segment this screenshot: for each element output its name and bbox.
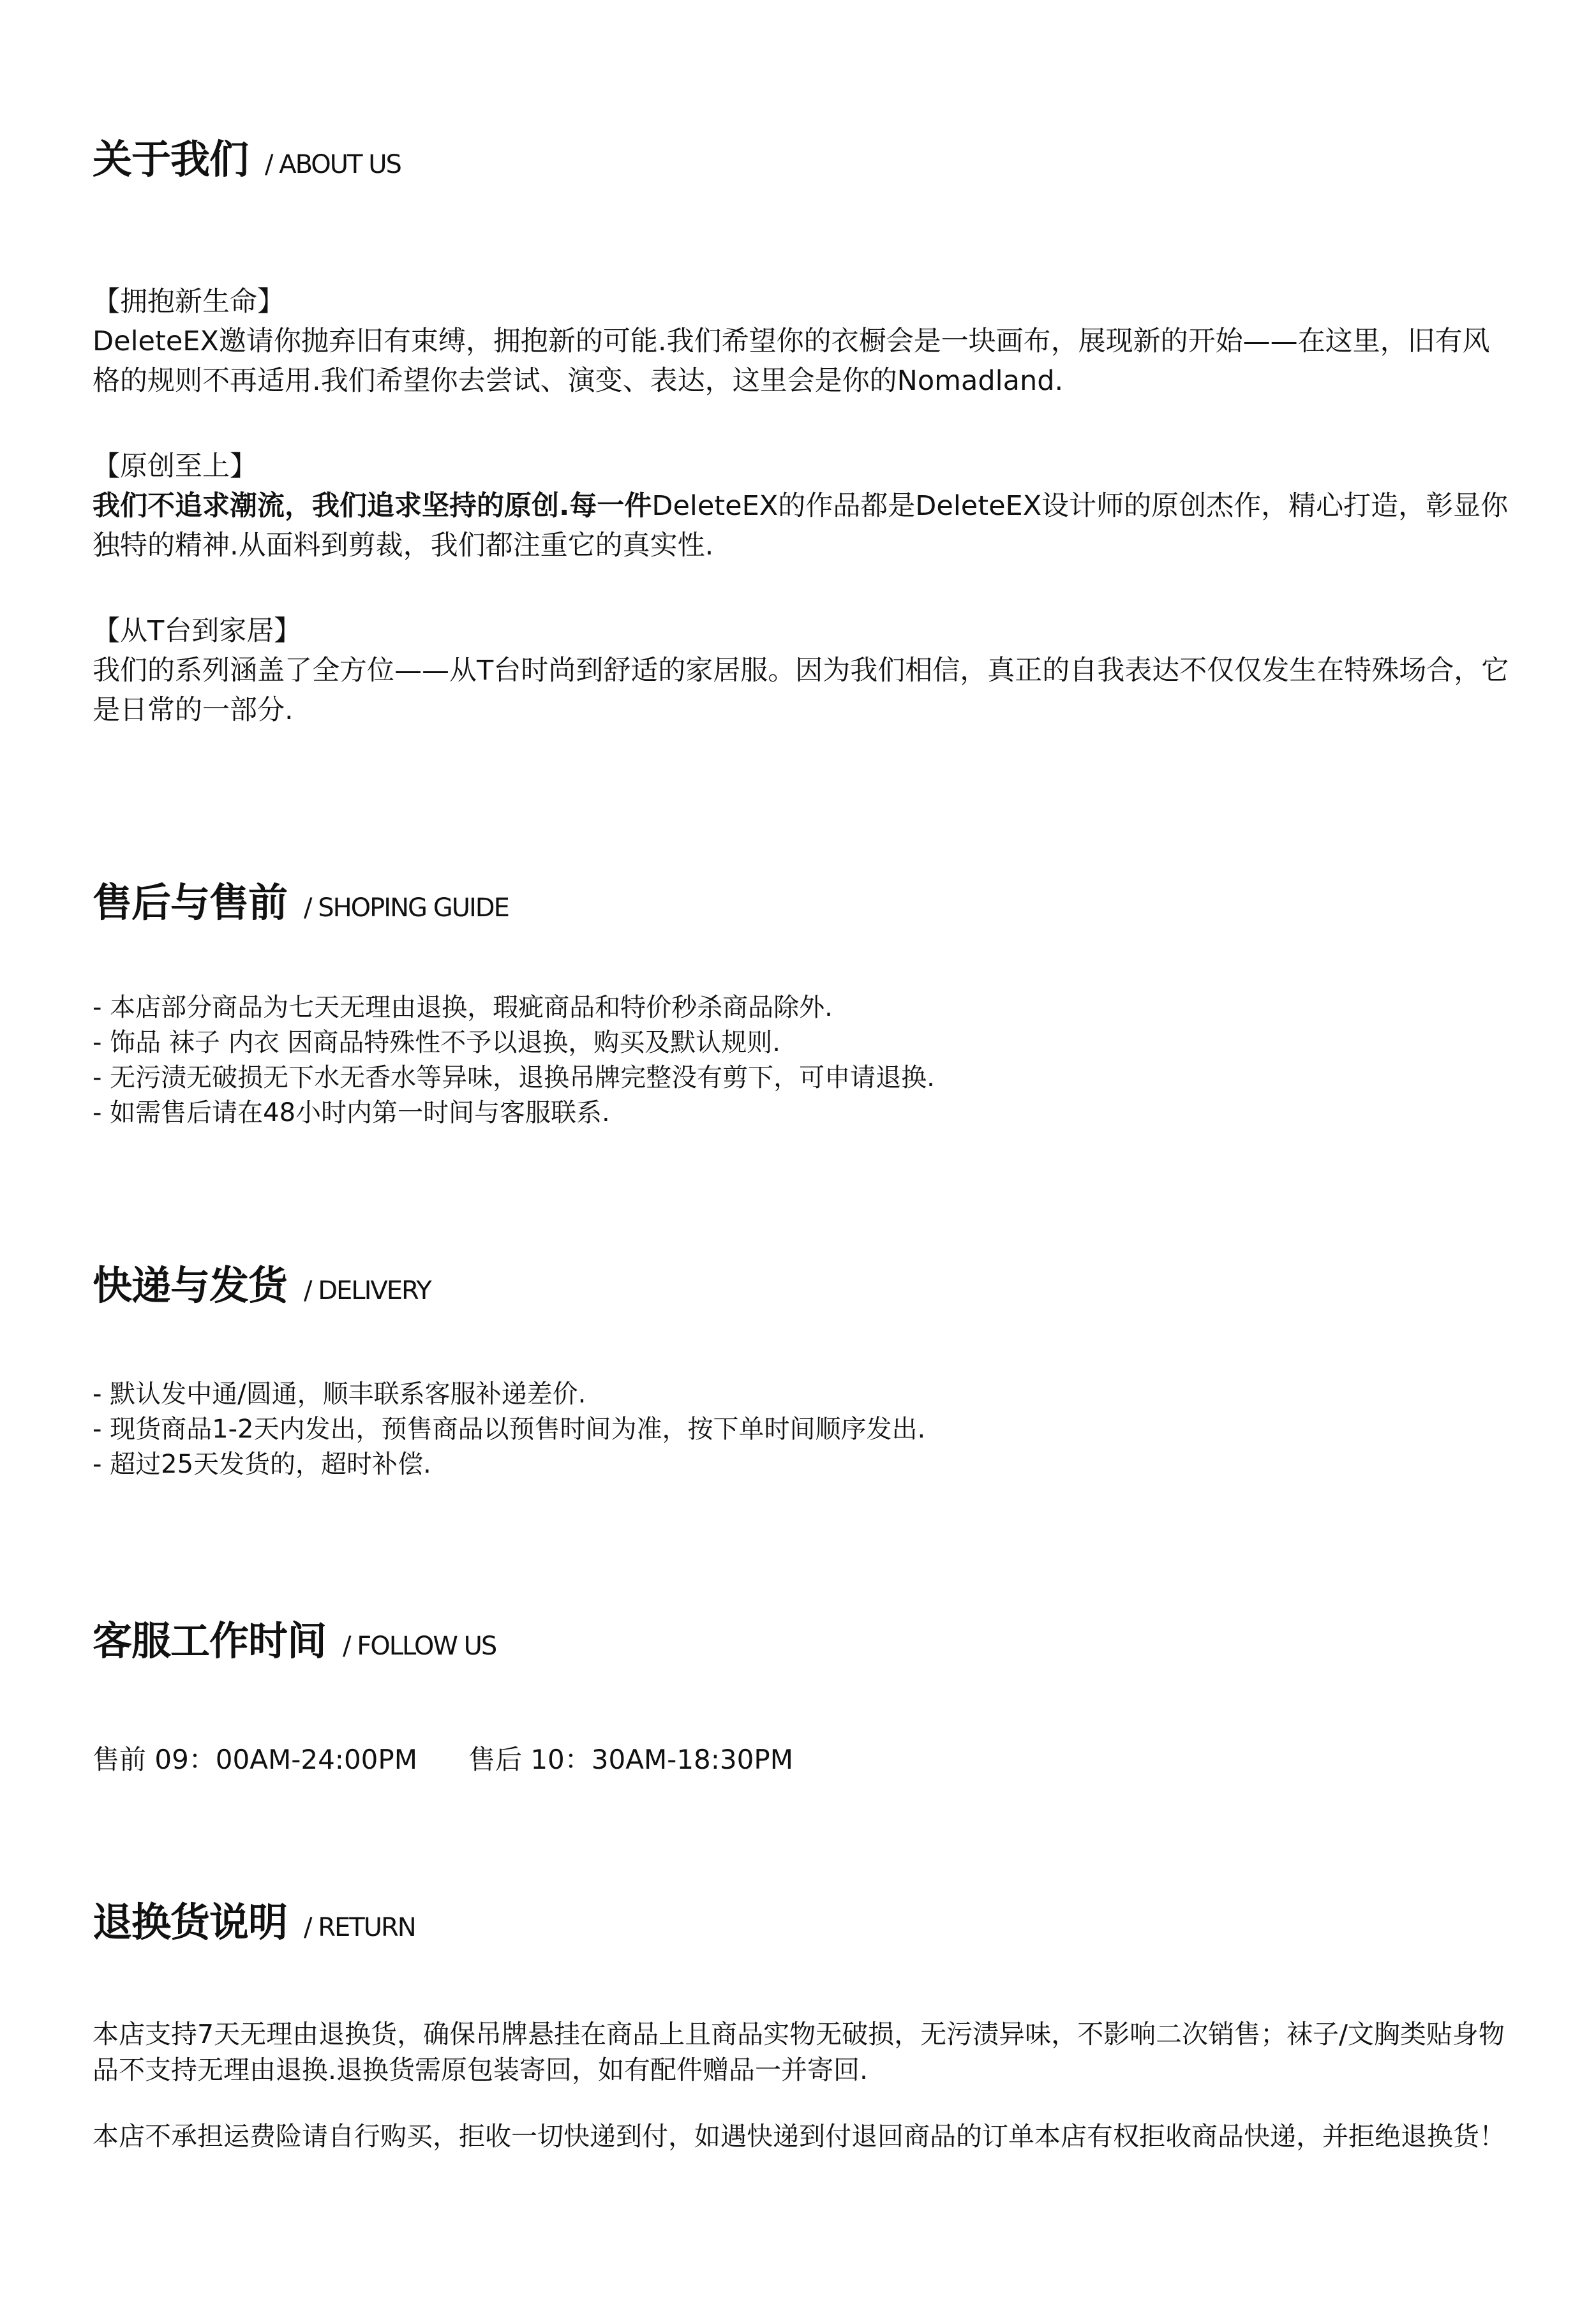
returns-title: 退换货说明 [93, 1899, 288, 1945]
list-item: - 超过25天发货的，超时补偿. [93, 1450, 431, 1479]
returns-paragraph-1 [93, 2016, 1516, 2088]
about-title: 关于我们 [93, 136, 249, 182]
returns-paragraph-text: 本店不承担运费险请自行购买，拒收一切快递到付，如遇快递到付退回商品的订单本店有权拒收商品快递，并拒绝退换货！ [93, 2121, 1505, 2152]
list-item: - 饰品 袜子 内衣 因商品特殊性不予以退换，购买及默认规则. [93, 1028, 781, 1057]
delivery-heading [93, 1254, 431, 1311]
returns-subtitle: / RETURN [304, 1913, 415, 1942]
about-paragraph-3 [93, 611, 1516, 730]
about-subtitle: / ABOUT US [265, 150, 401, 179]
about-heading [93, 128, 401, 184]
delivery-title: 快递与发货 [93, 1262, 288, 1309]
aftersales-heading [93, 871, 509, 928]
about-paragraph-heading: 【拥抱新生命】 [93, 286, 285, 318]
list-item: - 默认发中通/圆通，顺丰联系客服补递差价. [93, 1380, 586, 1409]
about-paragraph-1 [93, 282, 1516, 401]
about-paragraph-lead: 我们不追求潮流，我们追求坚持的原创.每一件 [93, 490, 652, 522]
about-paragraph-2 [93, 447, 1516, 565]
list-item: - 无污渍无破损无下水无香水等异味，退换吊牌完整没有剪下，可申请退换. [93, 1063, 935, 1092]
list-item: - 如需售后请在48小时内第一时间与客服联系. [93, 1098, 610, 1127]
about-paragraph-text: 我们的系列涵盖了全方位——从T台时尚到舒适的家居服。因为我们相信，真正的自我表达不仅仅发生在特殊场合，它是日常的一部分. [93, 655, 1509, 726]
aftersales-title: 售后与售前 [93, 879, 288, 926]
about-paragraph-heading: 【原创至上】 [93, 450, 257, 482]
service-hours-subtitle: / FOLLOW US [343, 1632, 496, 1661]
delivery-subtitle: / DELIVERY [304, 1276, 431, 1305]
aftersale-hours: 售后 10：30AM-18:30PM [468, 1744, 793, 1775]
about-paragraph-text: DeleteEX的作品都是DeleteEX设计师的原创杰作，精心打造，彰显你独特的精神.从面料到剪裁，我们都注重它的真实性. [93, 490, 1509, 562]
list-item: - 本店部分商品为七天无理由退换，瑕疵商品和特价秒杀商品除外. [93, 993, 833, 1022]
service-hours-line [93, 1739, 793, 1777]
aftersales-list [93, 990, 935, 1131]
returns-paragraph-2 [93, 2118, 1516, 2154]
returns-paragraph-text: 本店支持7天无理由退换货，确保吊牌悬挂在商品上且商品实物无破损，无污渍异味，不影响二次销售；袜子/文胸类贴身物品不支持无理由退换.退换货需原包装寄回，如有配件赠品一并寄回. [93, 2019, 1505, 2085]
presale-hours: 售前 09：00AM-24:00PM [93, 1744, 417, 1775]
aftersales-subtitle: / SHOPING GUIDE [304, 893, 509, 923]
delivery-list [93, 1377, 925, 1482]
about-paragraph-heading: 【从T台到家居】 [93, 615, 302, 647]
service-hours-heading [93, 1609, 496, 1666]
service-hours-title: 客服工作时间 [93, 1618, 327, 1664]
list-item: - 现货商品1-2天内发出，预售商品以预售时间为准，按下单时间顺序发出. [93, 1415, 926, 1444]
returns-heading [93, 1891, 415, 1947]
about-paragraph-text: DeleteEX邀请你抛弃旧有束缚，拥抱新的可能.我们希望你的衣橱会是一块画布，展现新的开始——在这里，旧有风格的规则不再适用.我们希望你去尝试、演变、表达，这里会是你的Nomadland. [93, 325, 1490, 397]
